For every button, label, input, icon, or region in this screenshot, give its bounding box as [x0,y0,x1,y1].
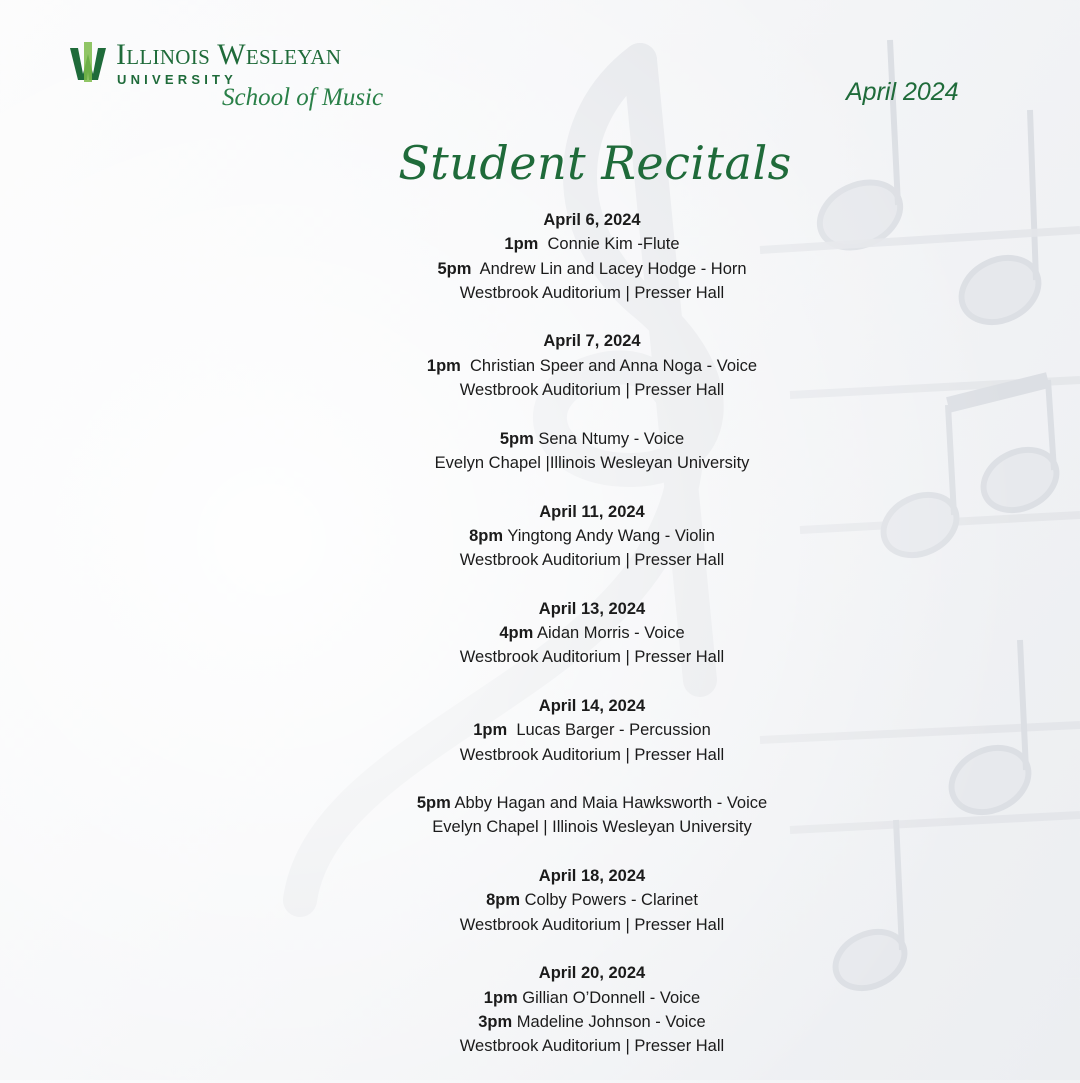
event-performer: Abby Hagan and Maia Hawksworth - Voice [454,794,768,813]
event-performer: Connie Kim -Flute [547,235,680,254]
recital-group [292,329,892,402]
event-performer: Christian Speer and Anna Noga - Voice [470,356,758,375]
recital-event [292,718,892,742]
recital-event [292,257,892,281]
recital-group [292,500,892,573]
event-performer: Aidan Morris - Voice [536,624,685,643]
recital-group [292,597,892,670]
recital-event [292,1010,892,1034]
recital-venue: Westbrook Auditorium | Presser Hall [459,551,725,570]
logo-school: School of Music [222,84,384,111]
recital-venue: Westbrook Auditorium | Presser Hall [459,915,725,934]
event-time: 8pm [486,891,521,910]
recital-group [292,427,892,476]
recital-venue: Evelyn Chapel |Illinois Wesleyan University [434,453,750,472]
month-label: April 2024 [846,78,959,106]
recital-event [292,354,892,378]
recital-venue: Evelyn Chapel | Illinois Wesleyan University [432,818,752,837]
event-time: 1pm [426,356,461,375]
recital-group [292,694,892,767]
event-time: 1pm [504,235,539,254]
recital-date: April 18, 2024 [538,867,646,886]
spacer [461,357,470,375]
recital-venue: Westbrook Auditorium | Presser Hall [459,648,725,667]
spacer [507,721,516,739]
event-performer: Sena Ntumy - Voice [538,429,685,448]
recital-group [292,961,892,1058]
event-time: 5pm [437,259,472,278]
event-time: 8pm [469,526,504,545]
event-performer: Lucas Barger - Percussion [516,721,711,740]
logo-name: Illinois Wesleyan [116,38,342,71]
recital-date: April 6, 2024 [543,211,641,229]
recital-event [292,524,892,548]
event-time: 3pm [478,1012,513,1031]
recital-group [292,208,892,305]
event-performer: Andrew Lin and Lacey Hodge - Horn [479,259,747,278]
event-performer: Gillian O’Donnell - Voice [522,988,701,1007]
recital-event [292,791,892,815]
recital-group [292,791,892,840]
recital-date: April 20, 2024 [538,964,646,983]
recital-venue: Westbrook Auditorium | Presser Hall [459,1037,725,1056]
recital-event [292,621,892,645]
event-time: 1pm [473,721,508,740]
iwu-shield-icon [70,42,106,82]
recital-date: April 11, 2024 [539,502,645,521]
school-logo [70,38,430,123]
event-time: 4pm [499,624,534,643]
recital-venue: Westbrook Auditorium | Presser Hall [459,283,725,302]
page-title: Student Recitals [398,136,792,190]
spacer [538,235,547,253]
recital-venue: Westbrook Auditorium | Presser Hall [459,381,725,400]
event-performer: Madeline Johnson - Voice [516,1012,706,1031]
spacer [471,260,479,278]
recital-event [292,232,892,256]
logo-university: UNIVERSITY [117,72,238,87]
recital-group [292,864,892,937]
event-performer: Colby Powers - Clarinet [524,891,698,910]
event-performer: Yingtong Andy Wang - Violin [507,526,715,545]
recital-event [292,427,892,451]
recital-schedule [292,208,892,1083]
recital-date: April 13, 2024 [538,599,646,618]
recital-event [292,986,892,1010]
recital-date: April 7, 2024 [543,332,641,351]
event-time: 5pm [416,794,451,813]
event-time: 1pm [483,988,518,1007]
recital-event [292,888,892,912]
event-time: 5pm [499,429,534,448]
recital-venue: Westbrook Auditorium | Presser Hall [459,745,725,764]
recital-date: April 14, 2024 [538,696,646,715]
